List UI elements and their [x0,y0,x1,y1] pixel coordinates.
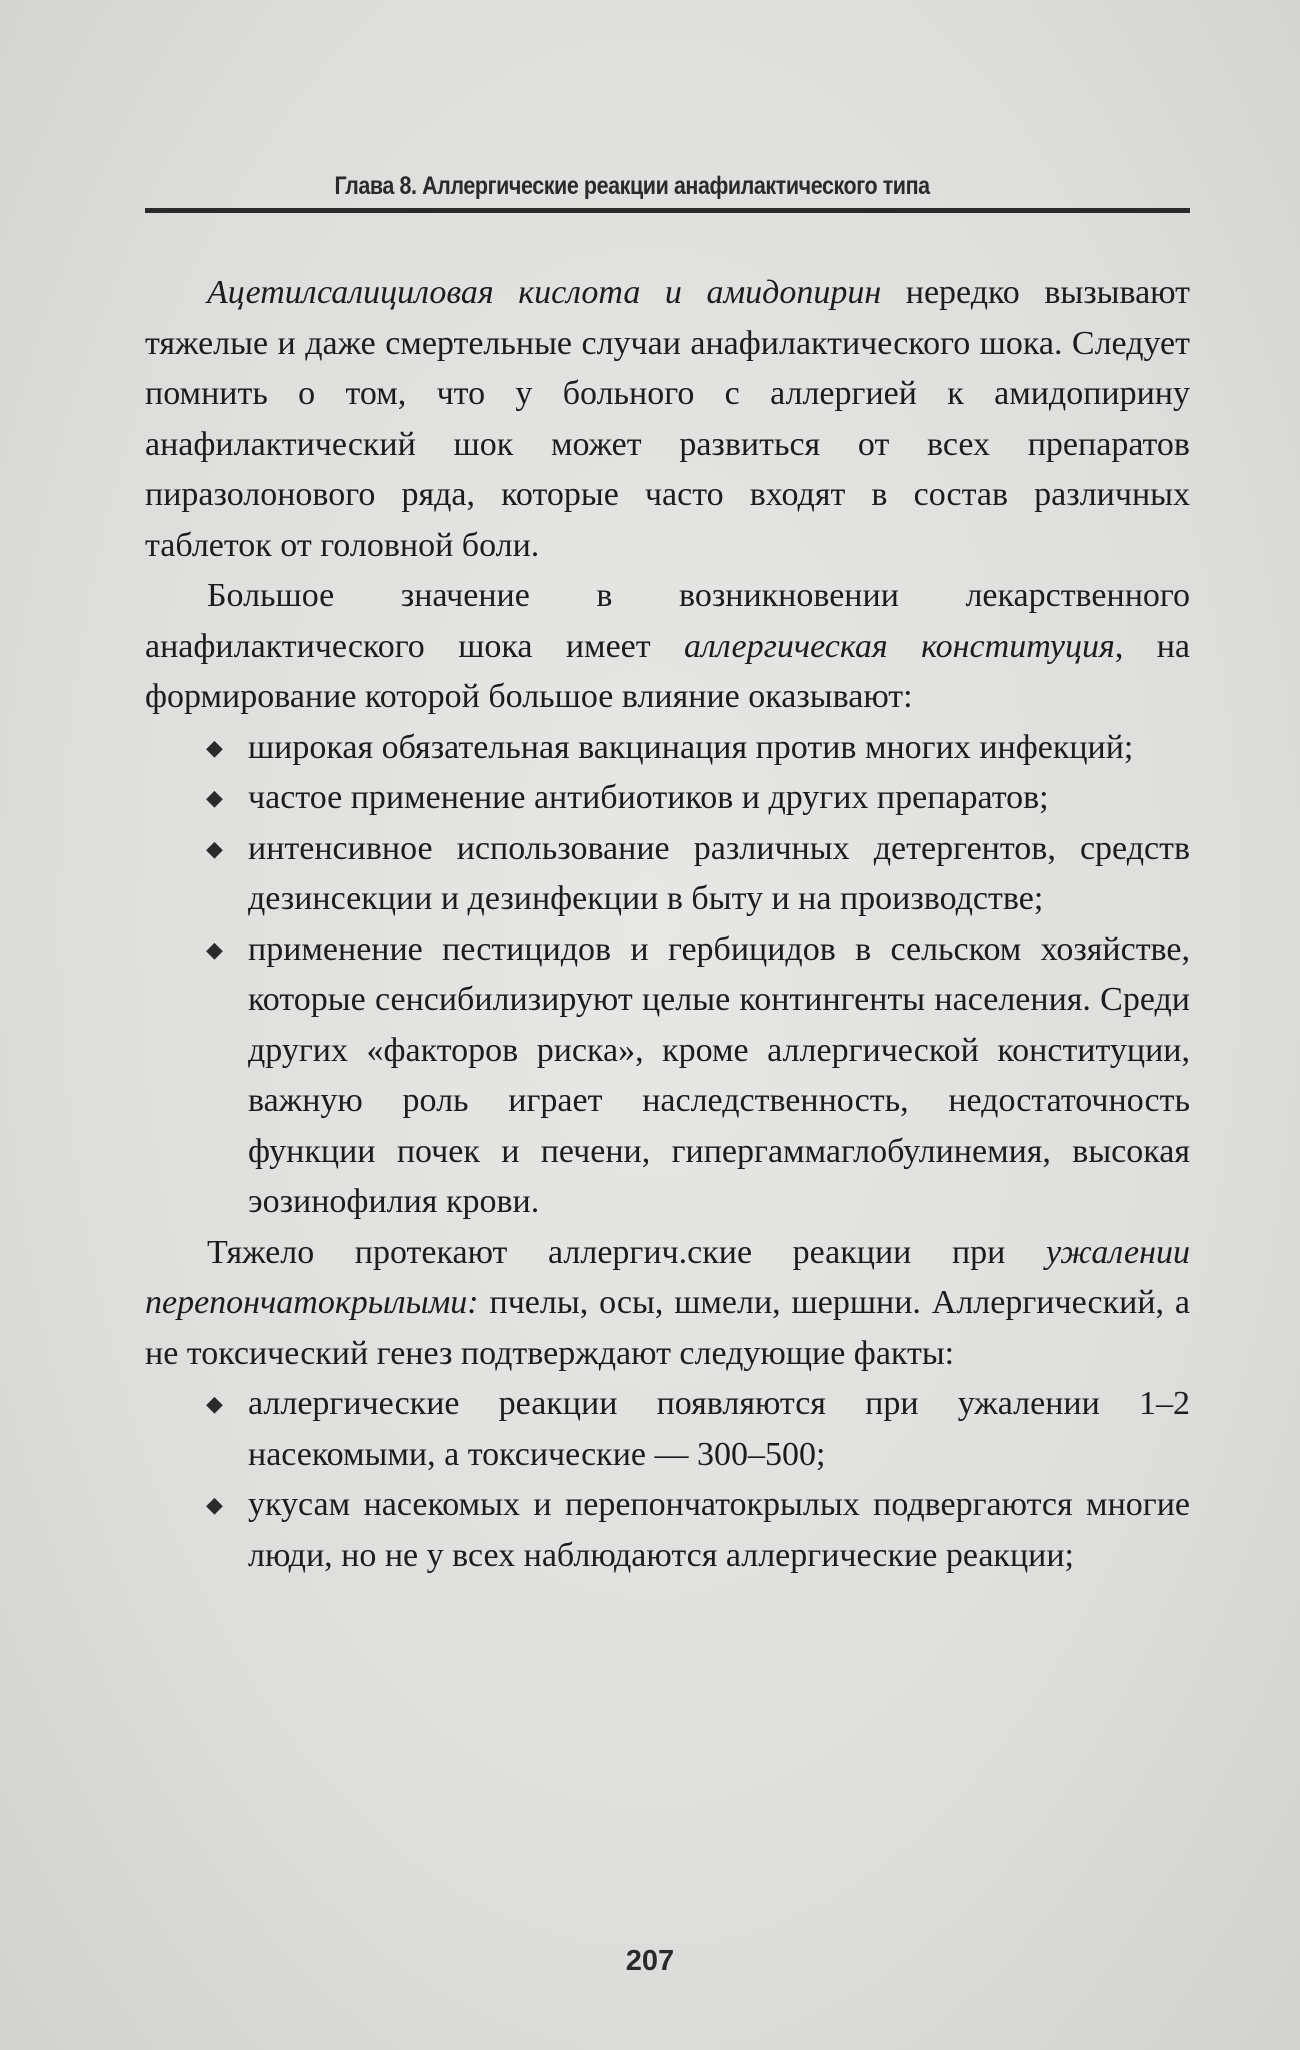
list-item-text: частое применение антибиотиков и других препаратов; [248,779,1049,816]
list-item-text: широкая обязательная вакцинация против многих инфекций; [248,728,1134,766]
diamond-icon: ◆ [206,936,223,962]
running-title: Глава 8. Аллергические реакции анафилактического типа [334,172,931,200]
paragraph-stings [145,1228,1190,1380]
paragraph-text: пчелы, осы, шмели, шершни. Аллергический, а не токсический генез подтверждают следующие факты: [145,1284,1190,1372]
list-item [206,824,1190,925]
list-item [206,723,1190,774]
paragraph-text: , на формирование которой большое влияние оказывают: [145,627,1190,715]
list-item-text: укусам насекомых и перепончатокрылых подвергаются многие люди, но не у всех наблюдаются аллергические реакции; [248,1486,1190,1574]
emphasis-stings: ужалении перепончатокрылыми: [145,1233,1190,1321]
list-item [206,925,1190,1228]
paragraph-text: нередко вызывают тяжелые и даже смертельные случаи анафилактического шока. Следует помнить о том, что у больного с аллергией к амидопирину анафилактический шок может развиться от всех препаратов пиразолонового ряда, которые часто входят в состав различных таблеток от головной боли. [145,274,1190,564]
paragraph-aspirin [145,268,1190,571]
page-number: 207 [625,1945,675,1977]
list-item-text: применение пестицидов и гербицидов в сельском хозяйстве, которые сенсибилизируют целые контингенты населения. Среди других «факторов риска», кроме аллергической конституции, важную роль играет наследственность, недостаточность функции почек и печени, гипергаммаглобулинемия, высокая эозинофилия крови. [248,930,1190,1220]
paragraph-text: Тяжело протекают аллергич.ские реакции при [207,1233,1046,1271]
facts-list [145,1379,1190,1581]
list-item-text: интенсивное использование различных детергентов, средств дезинсекции и дезинфекции в быту и на производстве; [248,829,1190,917]
running-head [145,172,1190,213]
list-item [206,1379,1190,1480]
list-item [206,773,1190,824]
diamond-icon: ◆ [206,785,223,810]
paragraph-constitution [145,571,1190,723]
emphasis-constitution: аллергическая конституция [684,627,1115,665]
diamond-icon: ◆ [206,835,223,861]
paragraph-text: Большое значение в возникновении лекарственного анафилактического шока имеет [145,577,1190,665]
diamond-icon: ◆ [206,1391,223,1416]
diamond-icon: ◆ [206,734,223,760]
diamond-icon: ◆ [206,1492,223,1517]
list-item [206,1480,1190,1581]
list-item-text: аллергические реакции появляются при ужалении 1–2 насекомыми, а токсические — 300–500; [248,1385,1190,1473]
risk-factors-list [145,723,1190,1228]
emphasis-drugs: Ацетилсалициловая кислота и амидопирин [207,274,882,311]
body-text [145,268,1190,1581]
